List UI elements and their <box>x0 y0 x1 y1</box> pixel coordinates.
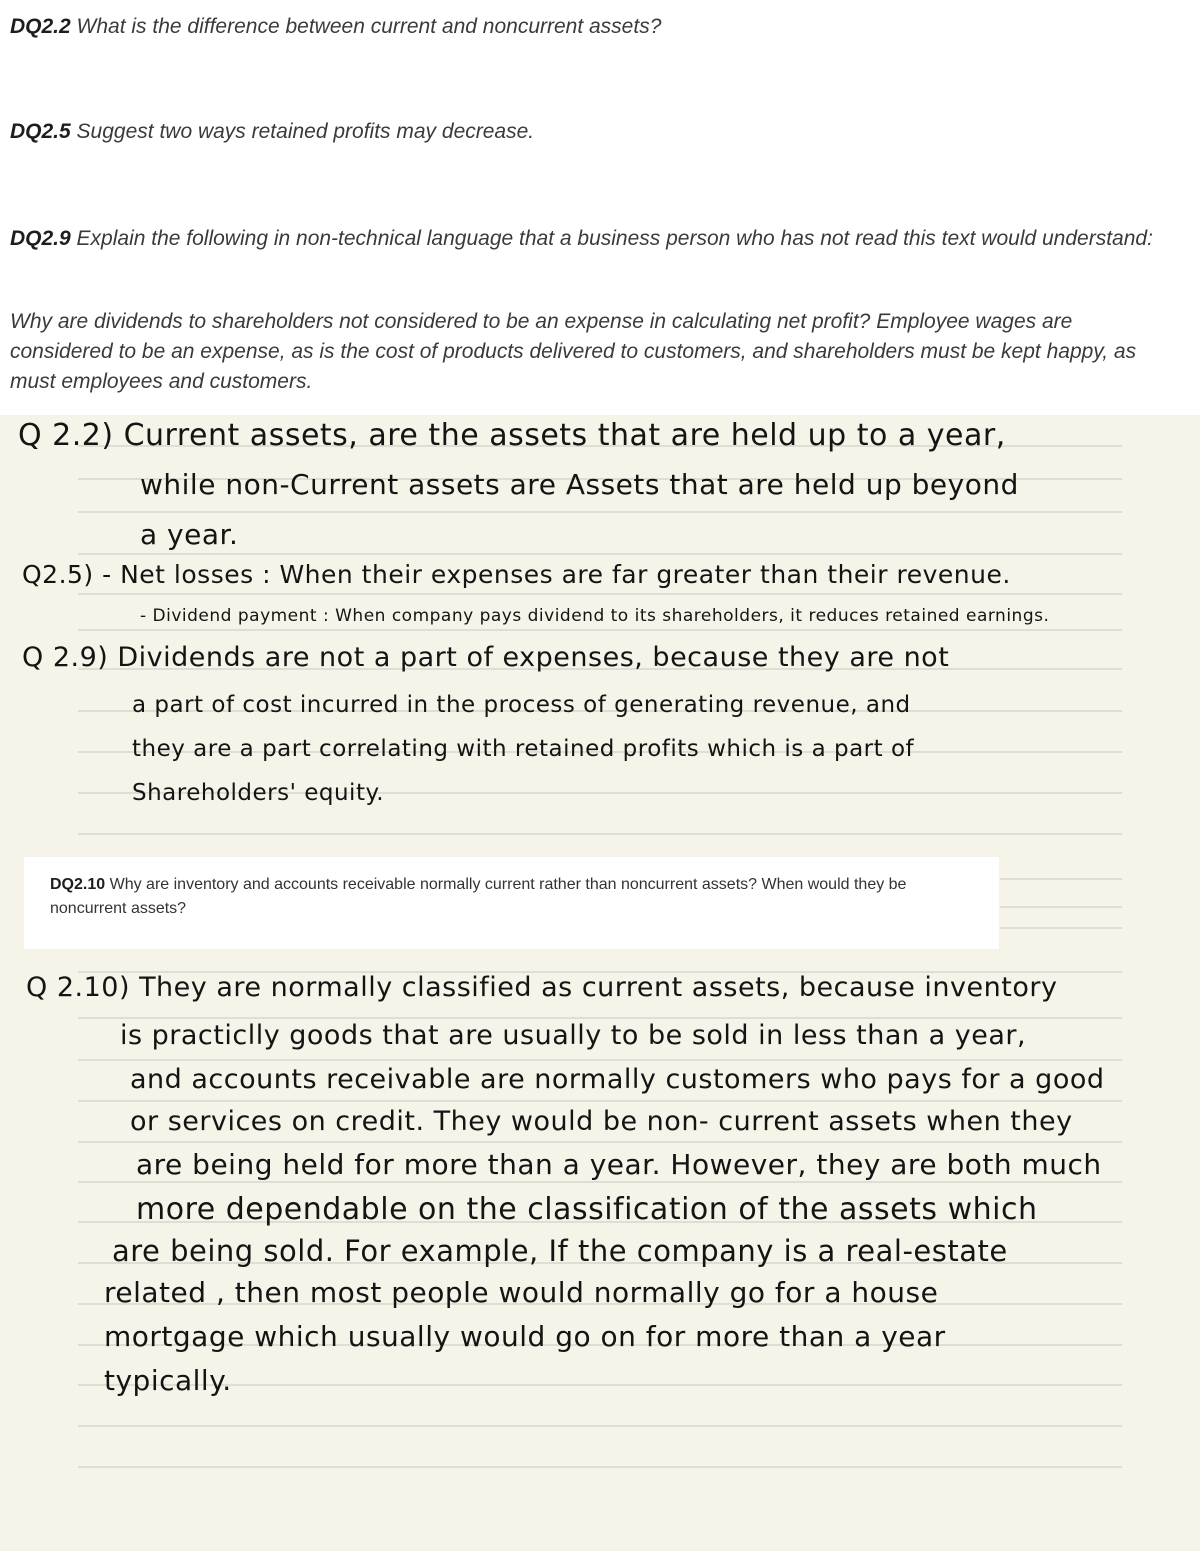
answer-2-2-line: Q 2.2) Current assets, are the assets that are held up to a year, <box>18 418 1006 453</box>
answer-2-10-line: Q 2.10) They are normally classified as current assets, because inventory <box>26 972 1058 1003</box>
question-text: Explain the following in non-technical language that a business person who has not read this text would understand: <box>76 227 1153 250</box>
answer-2-9-line: Shareholders' equity. <box>132 780 385 806</box>
question-code: DQ2.5 <box>10 120 71 143</box>
answer-2-10-line: are being held for more than a year. However, they are both much <box>136 1148 1102 1181</box>
answer-2-10-line: are being sold. For example, If the company is a real-estate <box>112 1234 1008 1268</box>
answer-2-10-line: and accounts receivable are normally customers who pays for a good <box>130 1064 1105 1095</box>
question-text: Why are inventory and accounts receivable normally current rather than noncurrent assets? When would they be noncurrent assets? <box>50 876 907 917</box>
question-code: DQ2.9 <box>10 227 71 250</box>
answer-2-5-line: Q2.5) - Net losses : When their expenses are far greater than their revenue. <box>22 560 1011 589</box>
answer-2-10-line: typically. <box>104 1364 232 1397</box>
answer-2-2-line: a year. <box>140 518 239 551</box>
answer-2-10-line: more dependable on the classification of the assets which <box>136 1192 1038 1227</box>
answer-2-5-line: - Dividend payment : When company pays dividend to its shareholders, it reduces retained earnings. <box>140 606 1050 626</box>
question-dq2-10 <box>50 873 970 921</box>
answer-2-2-line: while non-Current assets are Assets that are held up beyond <box>140 468 1019 501</box>
answer-2-10-line: is practiclly goods that are usually to be sold in less than a year, <box>120 1020 1027 1051</box>
answer-2-10-line: mortgage which usually would go on for more than a year <box>104 1320 946 1353</box>
question-dq2-9-body: Why are dividends to shareholders not considered to be an expense in calculating net profit? Employee wages are considered to be an expense, as is the cost of products delivered to customers, and shareholders must be kept happy, as must employees and customers. <box>10 310 1137 393</box>
answer-2-9-line: a part of cost incurred in the process of generating revenue, and <box>132 692 911 718</box>
question-code: DQ2.2 <box>10 15 71 38</box>
answer-2-10-line: or services on credit. They would be non- current assets when they <box>130 1106 1073 1137</box>
answer-2-9-line: they are a part correlating with retained profits which is a part of <box>132 736 915 762</box>
answer-2-10-line: related , then most people would normally go for a house <box>104 1276 939 1309</box>
printed-question-dq2-10 <box>24 857 999 949</box>
answer-2-9-line: Q 2.9) Dividends are not a part of expenses, because they are not <box>22 642 950 673</box>
question-text: Suggest two ways retained profits may decrease. <box>76 120 535 143</box>
question-code: DQ2.10 <box>50 876 106 893</box>
question-text: What is the difference between current and noncurrent assets? <box>76 15 662 38</box>
